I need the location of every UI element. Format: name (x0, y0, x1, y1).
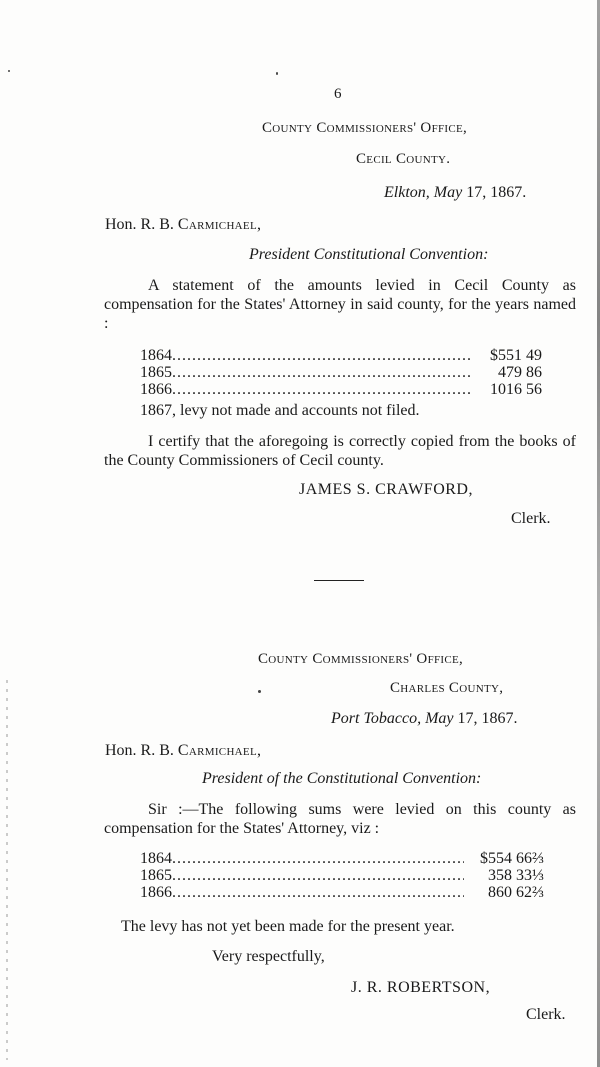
page-number: 6 (334, 86, 342, 102)
scan-edge-left (6, 680, 8, 1060)
letter2-addressee (105, 742, 261, 760)
letter2-addressee-title: President of the Constitutional Convention: (202, 770, 482, 787)
row-amount: 860 62⅔ (488, 884, 544, 901)
letter1-signer-title: Clerk. (511, 510, 551, 527)
row-year: 1864 (140, 347, 172, 364)
letter1-office-heading: County Commissioners' Office, (262, 120, 468, 136)
letter2-office-heading: County Commissioners' Office, (258, 651, 464, 667)
letter1-note: 1867, levy not made and accounts not filed. (140, 402, 420, 419)
row-year: 1866 (140, 381, 172, 398)
letter1-certification (104, 432, 576, 470)
letter1-place: Elkton, (384, 184, 430, 201)
letter1-body (104, 276, 576, 333)
ink-speck (258, 690, 261, 693)
row-year: 1865 (140, 364, 172, 381)
letter2-levy-table (140, 850, 544, 901)
letter1-place-date (384, 184, 526, 202)
letter1-levy-table (140, 347, 542, 398)
letter1-month: May (433, 184, 463, 201)
letter2-addressee-prefix: Hon. R. B. (105, 742, 174, 759)
table-row (140, 347, 542, 364)
letter2-date: 17, 1867. (457, 710, 518, 727)
letter1-date: 17, 1867. (466, 184, 527, 201)
ink-speck (276, 72, 278, 75)
letter2-signature: J. R. ROBERTSON, (351, 979, 491, 996)
row-amount: $551 49 (490, 347, 542, 364)
ink-speck (8, 70, 10, 72)
letter2-county-heading: Charles County, (390, 680, 504, 696)
row-amount: 1016 56 (490, 381, 542, 398)
letter2-signer-title: Clerk. (526, 1006, 566, 1023)
row-year: 1864 (140, 850, 172, 867)
letter1-signature: JAMES S. CRAWFORD, (299, 481, 473, 498)
letter2-levy-note: The levy has not yet been made for the present year. (121, 918, 455, 935)
letter2-place: Port Tobacco, (331, 710, 422, 727)
letter1-body-text: A statement of the amounts levied in Cecil County as compensation for the States' Attorney in said county, for the years named : (104, 277, 576, 332)
letter2-body-text: Sir :—The following sums were levied on this county as compensation for the States' Attorney, viz : (104, 801, 576, 837)
letter1-addressee (105, 216, 261, 234)
letter1-certification-text: I certify that the aforegoing is correctly copied from the books of the County Commissioners of Cecil county. (104, 433, 576, 469)
letter2-addressee-name: Carmichael, (177, 742, 262, 759)
leader-dots (172, 884, 464, 901)
letter2-month: May (425, 710, 454, 727)
leader-dots (172, 347, 470, 364)
letter2-body (104, 800, 576, 838)
leader-dots (172, 850, 464, 867)
row-year: 1866 (140, 884, 172, 901)
letter1-addressee-name: Carmichael, (177, 216, 262, 233)
table-row (140, 884, 544, 901)
letter1-addressee-title: President Constitutional Convention: (249, 246, 489, 263)
row-amount: 479 86 (498, 364, 542, 381)
letter1-county-heading: Cecil County. (356, 151, 451, 167)
table-row (140, 381, 542, 398)
letter2-closing: Very respectfully, (212, 948, 325, 965)
row-year: 1865 (140, 867, 172, 884)
row-amount: 358 33⅓ (488, 867, 544, 884)
leader-dots (172, 364, 470, 381)
section-divider (314, 580, 364, 581)
table-row (140, 850, 544, 867)
leader-dots (172, 867, 464, 884)
leader-dots (172, 381, 470, 398)
letter1-addressee-prefix: Hon. R. B. (105, 216, 174, 233)
table-row (140, 364, 542, 381)
letter2-place-date (331, 710, 518, 728)
table-row (140, 867, 544, 884)
row-amount: $554 66⅔ (480, 850, 544, 867)
